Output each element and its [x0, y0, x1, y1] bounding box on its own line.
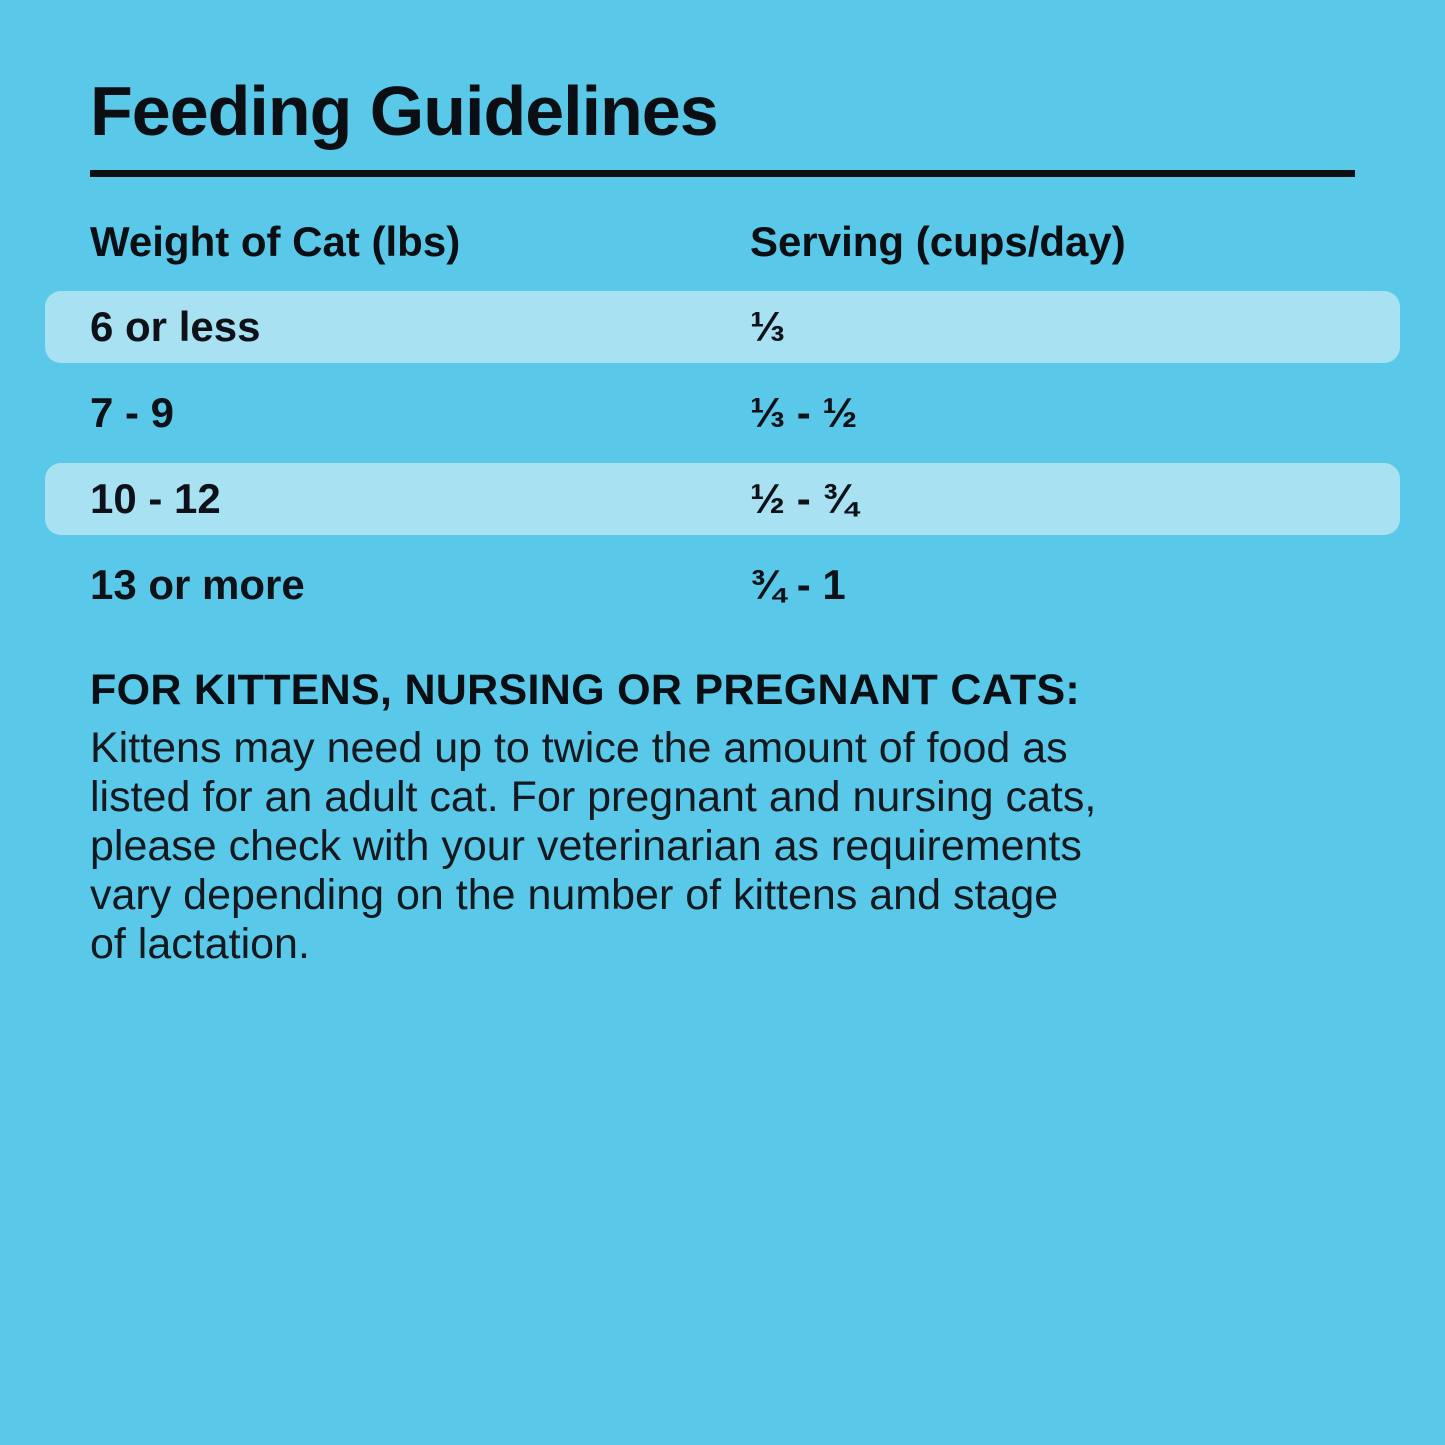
note-line: please check with your veterinarian as requirements: [90, 822, 1082, 871]
kittens-note-body: [90, 724, 1355, 969]
column-header-serving: Serving (cups/day): [750, 218, 1126, 265]
weight-cell: 10 - 12: [90, 475, 221, 523]
title-underline: [90, 170, 1355, 177]
note-line: Kittens may need up to twice the amount of food as: [90, 724, 1068, 773]
kittens-note-heading: FOR KITTENS, NURSING OR PREGNANT CATS:: [90, 666, 1081, 715]
table-row: [45, 291, 1400, 363]
weight-cell: 7 - 9: [90, 389, 175, 437]
table-row: [45, 463, 1400, 535]
table-row: [45, 377, 1400, 449]
serving-cell: ⅓ - ½: [750, 389, 858, 437]
column-header-weight: Weight of Cat (lbs): [90, 218, 461, 265]
feeding-table: [90, 291, 1355, 621]
serving-cell: ¾ - 1: [750, 561, 846, 609]
weight-cell: 13 or more: [90, 561, 305, 609]
table-row: [45, 549, 1400, 621]
serving-cell: ½ - ¾: [750, 475, 858, 523]
note-line: of lactation.: [90, 920, 310, 969]
note-line: vary depending on the number of kittens and stage: [90, 871, 1059, 920]
table-header-row: [90, 219, 1355, 265]
page-title: Feeding Guidelines: [90, 72, 718, 150]
serving-cell: ⅓: [750, 303, 786, 351]
weight-cell: 6 or less: [90, 303, 261, 351]
note-line: listed for an adult cat. For pregnant and nursing cats,: [90, 773, 1097, 822]
